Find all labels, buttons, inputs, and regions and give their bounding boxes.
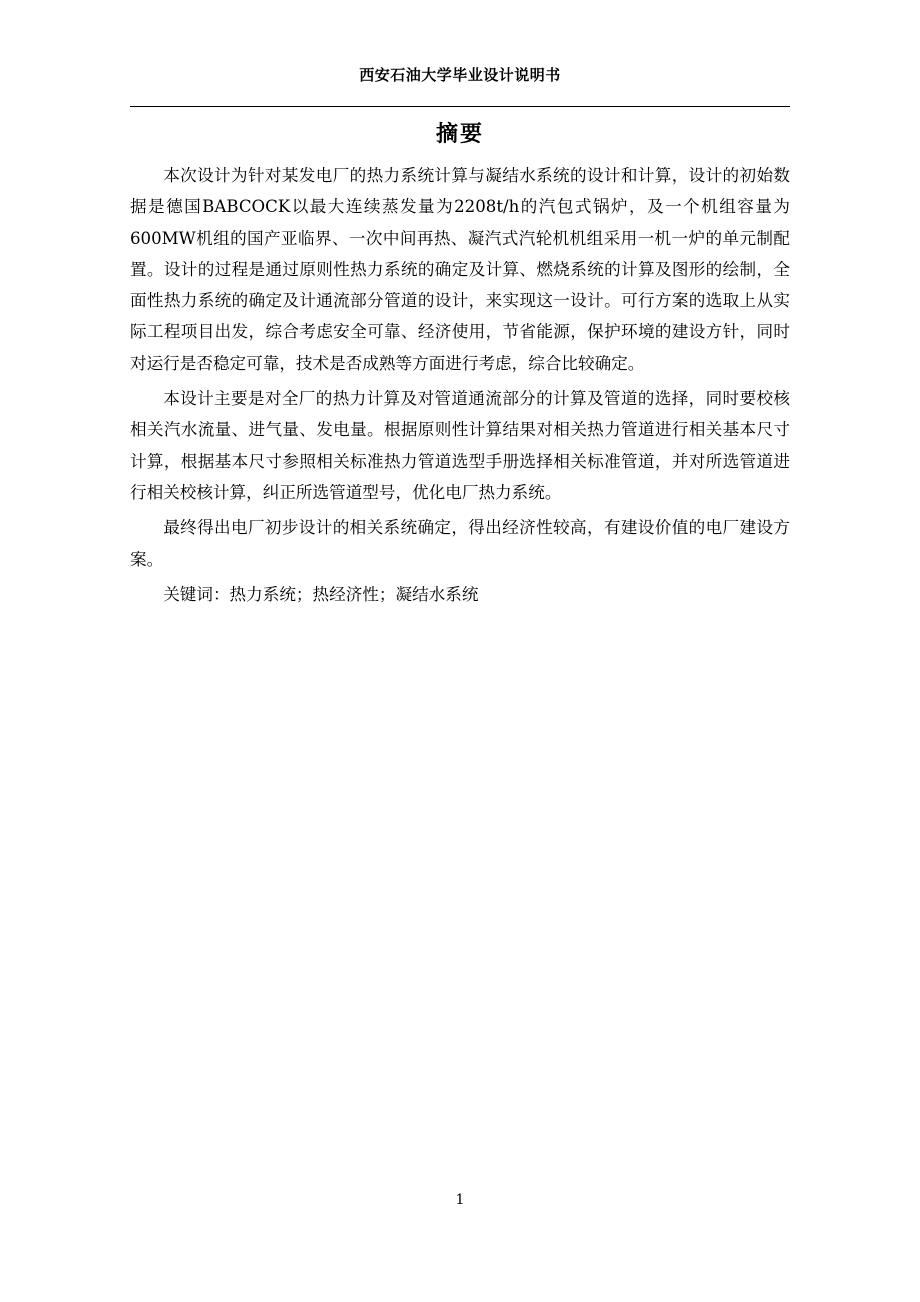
page-title: 摘要 xyxy=(435,122,484,147)
abstract-paragraph-1: 本次设计为针对某发电厂的热力系统计算与凝结水系统的设计和计算，设计的初始数据是德国BABCOCK以最大连续蒸发量为2208t/h的汽包式锅炉，及一个机组容量为600MW机组的国产亚临界、一次中间再热、凝汽式汽轮机机组采用一机一炉的单元制配置。设计的过程是通过原则性热力系统的确定及计算、燃烧系统的计算及图形的绘制，全面性热力系统的确定及计通流部分管道的设计，来实现这一设计。可行方案的选取上从实际工程项目出发，综合考虑安全可靠、经济使用，节省能源，保护环境的建设方针，同时对运行是否稳定可靠，技术是否成熟等方面进行考虑，综合比较确定。 xyxy=(130,166,790,373)
abstract-paragraph-2: 本设计主要是对全厂的热力计算及对管道通流部分的计算及管道的选择，同时要校核相关汽水流量、进气量、发电量。根据原则性计算结果对相关热力管道进行相关基本尺寸计算，根据基本尺寸参照相关标准热力管道选型手册选择相关标准管道，并对所选管道进行相关校核计算，纠正所选管道型号，优化电厂热力系统。 xyxy=(130,389,790,502)
abstract-body xyxy=(130,160,790,614)
keywords-line: 关键词：热力系统；热经济性；凝结水系统 xyxy=(163,584,479,604)
abstract-paragraph-3: 最终得出电厂初步设计的相关系统确定，得出经济性较高，有建设价值的电厂建设方案。 xyxy=(130,518,790,569)
header-divider xyxy=(130,106,790,107)
page-header: 西安石油大学毕业设计说明书 xyxy=(359,66,561,84)
page-number: 1 xyxy=(455,1192,465,1208)
